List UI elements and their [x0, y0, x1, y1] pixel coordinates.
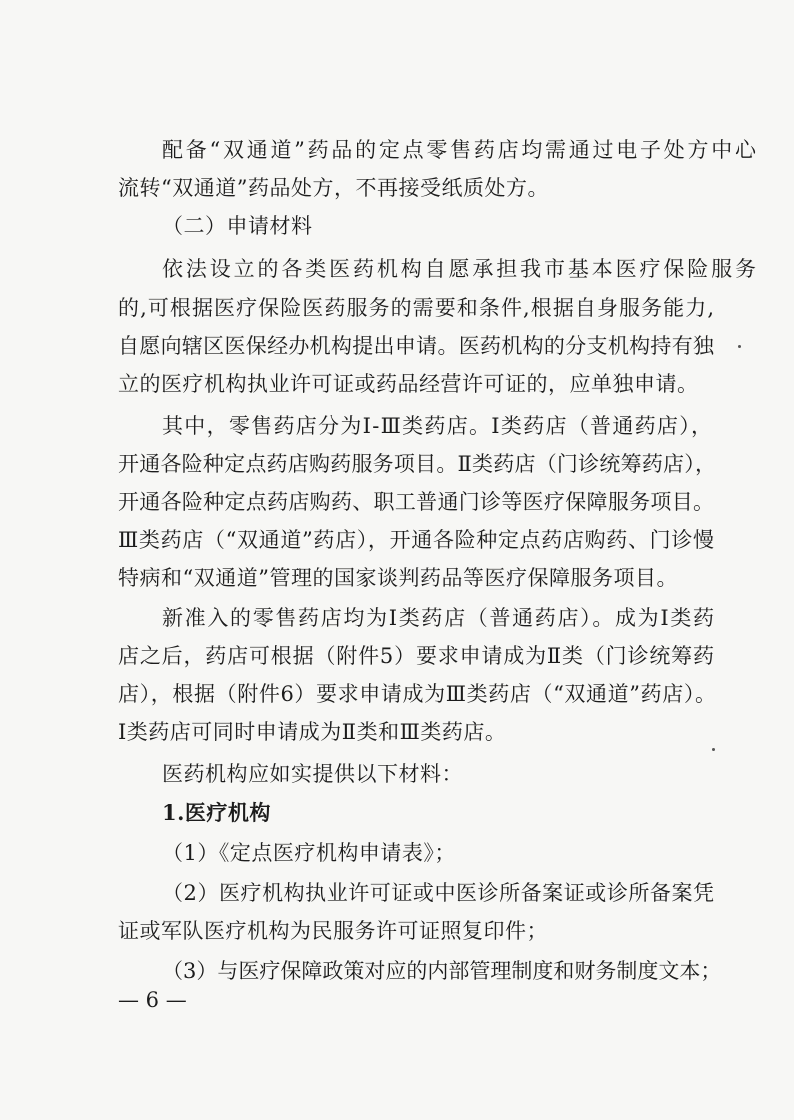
section-heading: （二）申请材料	[162, 214, 313, 238]
text-line: 的,可根据医疗保险医药服务的需要和条件,根据自身服务能力,	[118, 296, 714, 320]
text-line: Ⅰ类药店可同时申请成为Ⅱ类和Ⅲ类药店。	[118, 720, 507, 744]
text-line: 其中，零售药店分为Ⅰ-Ⅲ类药店。Ⅰ类药店（普通药店），	[162, 414, 712, 438]
text-line: Ⅲ类药店（“双通道”药店），开通各险种定点药店购药、门诊慢	[118, 528, 714, 552]
list-item: （3）与医疗保障政策对应的内部管理制度和财务制度文本；	[162, 959, 722, 983]
text-line: 自愿向辖区医保经办机构提出申请。医药机构的分支机构持有独	[118, 334, 714, 358]
text-line: 流转“双通道”药品处方，不再接受纸质处方。	[118, 176, 549, 200]
scan-speck	[712, 748, 715, 751]
page-number: — 6 —	[118, 988, 187, 1012]
text-line: 依法设立的各类医药机构自愿承担我市基本医疗保险服务	[162, 257, 756, 281]
text-line: 开通各险种定点药店购药服务项目。Ⅱ类药店（门诊统筹药店），	[118, 452, 716, 476]
subsection-heading: 1.医疗机构	[162, 800, 271, 825]
text-line: 立的医疗机构执业许可证或药品经营许可证的，应单独申请。	[118, 372, 699, 396]
text-line: 证或军队医疗机构为民服务许可证照复印件；	[118, 919, 548, 943]
text-line: 医药机构应如实提供以下材料：	[162, 762, 463, 786]
text-line: 店），根据（附件6）要求申请成为Ⅲ类药店（“双通道”药店）。	[118, 682, 716, 706]
scan-speck	[738, 345, 741, 348]
text-line: 开通各险种定点药店购药、职工普通门诊等医疗保障服务项目。	[118, 490, 714, 514]
text-line: 配备“双通道”药品的定点零售药店均需通过电子处方中心	[162, 138, 756, 162]
text-line: 店之后，药店可根据（附件5）要求申请成为Ⅱ类（门诊统筹药	[118, 644, 714, 668]
list-item: （2）医疗机构执业许可证或中医诊所备案证或诊所备案凭	[162, 881, 714, 905]
text-line: 新准入的零售药店均为Ⅰ类药店（普通药店）。成为Ⅰ类药	[162, 606, 714, 630]
list-item: （1）《定点医疗机构申请表》；	[162, 841, 456, 865]
text-line: 特病和“双通道”管理的国家谈判药品等医疗保障服务项目。	[118, 566, 678, 590]
